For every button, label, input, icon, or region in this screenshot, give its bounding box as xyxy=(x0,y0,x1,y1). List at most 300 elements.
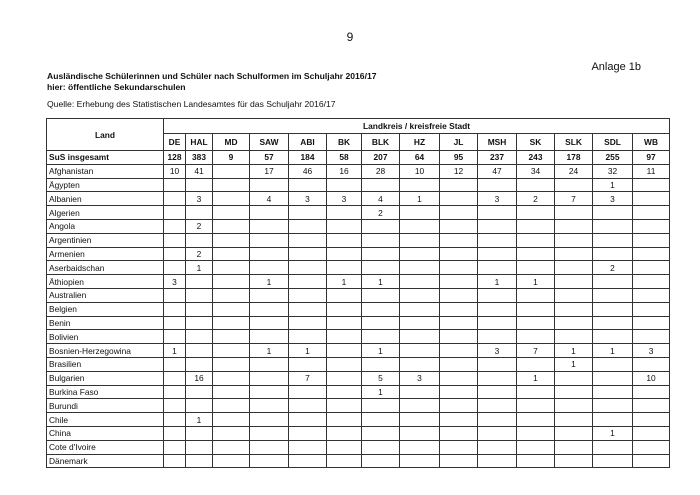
value-cell: 2 xyxy=(186,247,213,261)
value-cell: 4 xyxy=(250,192,289,206)
value-cell xyxy=(289,399,327,413)
value-cell xyxy=(633,275,670,289)
value-cell xyxy=(164,371,186,385)
value-cell xyxy=(250,385,289,399)
value-cell xyxy=(289,206,327,220)
value-cell xyxy=(186,344,213,358)
value-cell: 7 xyxy=(289,371,327,385)
value-cell xyxy=(164,426,186,440)
value-cell xyxy=(478,330,517,344)
country-cell: Bulgarien xyxy=(47,371,164,385)
value-cell xyxy=(186,233,213,247)
value-cell: 3 xyxy=(593,192,633,206)
value-cell xyxy=(633,302,670,316)
value-cell: 41 xyxy=(186,164,213,178)
value-cell xyxy=(440,344,478,358)
value-cell xyxy=(164,399,186,413)
value-cell xyxy=(633,261,670,275)
value-cell xyxy=(555,413,593,427)
value-cell xyxy=(250,357,289,371)
district-header-bk: BK xyxy=(327,134,362,151)
value-cell xyxy=(555,288,593,302)
value-cell xyxy=(478,206,517,220)
value-cell: 11 xyxy=(633,164,670,178)
value-cell xyxy=(213,261,250,275)
page-number: 9 xyxy=(346,30,354,44)
value-cell xyxy=(186,206,213,220)
value-cell xyxy=(440,302,478,316)
value-cell xyxy=(186,454,213,468)
value-cell xyxy=(164,261,186,275)
table-row xyxy=(47,316,670,330)
value-cell xyxy=(440,288,478,302)
value-cell xyxy=(213,219,250,233)
source-note: Quelle: Erhebung des Statistischen Landesamtes für das Schuljahr 2016/17 xyxy=(47,99,336,109)
value-cell xyxy=(213,413,250,427)
value-cell: 1 xyxy=(289,344,327,358)
value-cell xyxy=(633,357,670,371)
value-cell: 1 xyxy=(250,344,289,358)
value-cell xyxy=(478,413,517,427)
value-cell xyxy=(478,302,517,316)
value-cell: 10 xyxy=(400,164,440,178)
value-cell xyxy=(164,206,186,220)
district-header-de: DE xyxy=(164,134,186,151)
value-cell xyxy=(250,219,289,233)
value-cell xyxy=(593,413,633,427)
value-cell xyxy=(213,330,250,344)
value-cell xyxy=(517,206,555,220)
value-cell xyxy=(327,440,362,454)
value-cell xyxy=(593,440,633,454)
country-cell: Aserbaidschan xyxy=(47,261,164,275)
value-cell xyxy=(164,247,186,261)
table-row xyxy=(47,426,670,440)
value-cell xyxy=(213,344,250,358)
value-cell xyxy=(250,330,289,344)
value-cell xyxy=(440,206,478,220)
value-cell xyxy=(400,344,440,358)
value-cell xyxy=(186,399,213,413)
value-cell xyxy=(593,233,633,247)
value-cell xyxy=(213,247,250,261)
district-header-md: MD xyxy=(213,134,250,151)
value-cell xyxy=(327,357,362,371)
total-cell: 207 xyxy=(362,151,400,165)
value-cell xyxy=(289,330,327,344)
value-cell xyxy=(478,454,517,468)
value-cell xyxy=(362,426,400,440)
value-cell xyxy=(289,440,327,454)
value-cell xyxy=(362,178,400,192)
value-cell xyxy=(327,206,362,220)
value-cell: 32 xyxy=(593,164,633,178)
value-cell xyxy=(327,247,362,261)
value-cell xyxy=(440,371,478,385)
value-cell xyxy=(478,399,517,413)
value-cell xyxy=(289,247,327,261)
value-cell xyxy=(400,385,440,399)
country-cell: Albanien xyxy=(47,192,164,206)
value-cell: 2 xyxy=(362,206,400,220)
value-cell xyxy=(327,426,362,440)
annex-label: Anlage 1b xyxy=(591,61,641,73)
value-cell xyxy=(440,385,478,399)
value-cell: 10 xyxy=(164,164,186,178)
country-cell: Armenien xyxy=(47,247,164,261)
value-cell xyxy=(289,454,327,468)
country-cell: Algerien xyxy=(47,206,164,220)
value-cell xyxy=(400,454,440,468)
value-cell xyxy=(327,178,362,192)
value-cell: 1 xyxy=(593,178,633,192)
country-cell: Dänemark xyxy=(47,454,164,468)
value-cell xyxy=(400,233,440,247)
value-cell xyxy=(289,426,327,440)
value-cell xyxy=(250,316,289,330)
value-cell xyxy=(327,344,362,358)
value-cell xyxy=(362,399,400,413)
value-cell xyxy=(186,302,213,316)
table-row xyxy=(47,275,670,289)
value-cell xyxy=(440,413,478,427)
value-cell xyxy=(289,233,327,247)
value-cell xyxy=(555,233,593,247)
value-cell xyxy=(250,288,289,302)
value-cell xyxy=(478,178,517,192)
total-cell: 383 xyxy=(186,151,213,165)
table-row xyxy=(47,178,670,192)
value-cell xyxy=(362,219,400,233)
value-cell: 1 xyxy=(593,344,633,358)
value-cell xyxy=(440,454,478,468)
total-cell: 255 xyxy=(593,151,633,165)
value-cell: 5 xyxy=(362,371,400,385)
value-cell xyxy=(400,206,440,220)
value-cell: 16 xyxy=(186,371,213,385)
value-cell: 28 xyxy=(362,164,400,178)
value-cell xyxy=(327,330,362,344)
value-cell xyxy=(633,399,670,413)
foreign-students-table xyxy=(46,118,670,468)
district-header-jl: JL xyxy=(440,134,478,151)
value-cell xyxy=(555,426,593,440)
value-cell xyxy=(517,330,555,344)
value-cell xyxy=(633,385,670,399)
title-line-1: Ausländische Schülerinnen und Schüler nach Schulformen im Schuljahr 2016/17 xyxy=(47,71,377,81)
value-cell xyxy=(289,288,327,302)
value-cell xyxy=(633,192,670,206)
district-header-blk: BLK xyxy=(362,134,400,151)
value-cell xyxy=(517,385,555,399)
value-cell xyxy=(517,357,555,371)
table-row xyxy=(47,233,670,247)
value-cell xyxy=(250,399,289,413)
value-cell xyxy=(400,357,440,371)
value-cell: 1 xyxy=(164,344,186,358)
value-cell xyxy=(289,178,327,192)
table-row xyxy=(47,192,670,206)
value-cell: 46 xyxy=(289,164,327,178)
value-cell xyxy=(250,233,289,247)
country-cell: Bolivien xyxy=(47,330,164,344)
value-cell: 1 xyxy=(250,275,289,289)
value-cell: 1 xyxy=(186,261,213,275)
country-cell: Argentinien xyxy=(47,233,164,247)
table-row xyxy=(47,385,670,399)
value-cell xyxy=(186,385,213,399)
value-cell: 16 xyxy=(327,164,362,178)
value-cell xyxy=(555,316,593,330)
value-cell xyxy=(327,219,362,233)
value-cell xyxy=(633,330,670,344)
value-cell xyxy=(517,219,555,233)
total-cell: 184 xyxy=(289,151,327,165)
value-cell xyxy=(555,371,593,385)
value-cell xyxy=(593,288,633,302)
value-cell: 3 xyxy=(633,344,670,358)
value-cell xyxy=(289,261,327,275)
value-cell xyxy=(633,440,670,454)
value-cell xyxy=(327,302,362,316)
value-cell xyxy=(164,288,186,302)
value-cell: 3 xyxy=(186,192,213,206)
value-cell xyxy=(250,413,289,427)
value-cell xyxy=(250,206,289,220)
value-cell xyxy=(478,233,517,247)
value-cell xyxy=(478,426,517,440)
table-row xyxy=(47,219,670,233)
value-cell: 10 xyxy=(633,371,670,385)
value-cell xyxy=(400,426,440,440)
value-cell xyxy=(250,426,289,440)
value-cell xyxy=(400,440,440,454)
value-cell xyxy=(517,178,555,192)
value-cell xyxy=(213,454,250,468)
district-header-wb: WB xyxy=(633,134,670,151)
total-row xyxy=(47,151,670,165)
value-cell: 24 xyxy=(555,164,593,178)
total-cell: 237 xyxy=(478,151,517,165)
value-cell xyxy=(213,399,250,413)
value-cell xyxy=(400,178,440,192)
value-cell: 17 xyxy=(250,164,289,178)
value-cell xyxy=(478,261,517,275)
district-header-sdl: SDL xyxy=(593,134,633,151)
value-cell xyxy=(593,275,633,289)
country-cell: Burundi xyxy=(47,399,164,413)
value-cell xyxy=(555,247,593,261)
value-cell xyxy=(633,219,670,233)
country-cell: Angola xyxy=(47,219,164,233)
value-cell xyxy=(213,233,250,247)
district-header-abi: ABI xyxy=(289,134,327,151)
country-cell: Brasilien xyxy=(47,357,164,371)
value-cell xyxy=(400,302,440,316)
value-cell xyxy=(250,454,289,468)
value-cell xyxy=(327,385,362,399)
value-cell xyxy=(517,247,555,261)
value-cell xyxy=(213,288,250,302)
value-cell: 1 xyxy=(327,275,362,289)
total-cell: 128 xyxy=(164,151,186,165)
value-cell xyxy=(213,178,250,192)
value-cell xyxy=(289,316,327,330)
value-cell xyxy=(213,302,250,316)
value-cell xyxy=(555,261,593,275)
value-cell xyxy=(327,316,362,330)
value-cell xyxy=(633,247,670,261)
value-cell: 47 xyxy=(478,164,517,178)
value-cell xyxy=(555,178,593,192)
value-cell xyxy=(517,399,555,413)
value-cell xyxy=(440,426,478,440)
total-cell: 97 xyxy=(633,151,670,165)
value-cell xyxy=(213,206,250,220)
value-cell xyxy=(213,385,250,399)
value-cell xyxy=(593,454,633,468)
value-cell xyxy=(440,399,478,413)
table-row xyxy=(47,330,670,344)
value-cell: 1 xyxy=(517,275,555,289)
table-row xyxy=(47,206,670,220)
value-cell xyxy=(362,357,400,371)
country-cell: Afghanistan xyxy=(47,164,164,178)
district-header-sk: SK xyxy=(517,134,555,151)
value-cell xyxy=(164,385,186,399)
value-cell xyxy=(555,399,593,413)
table-row xyxy=(47,413,670,427)
value-cell xyxy=(517,426,555,440)
value-cell: 34 xyxy=(517,164,555,178)
country-cell: Ägypten xyxy=(47,178,164,192)
country-cell: Bosnien-Herzegowina xyxy=(47,344,164,358)
value-cell xyxy=(213,316,250,330)
title-line-2: hier: öffentliche Sekundarschulen xyxy=(47,82,186,92)
value-cell: 1 xyxy=(555,357,593,371)
total-cell: 64 xyxy=(400,151,440,165)
table-row xyxy=(47,288,670,302)
value-cell xyxy=(555,385,593,399)
value-cell xyxy=(327,399,362,413)
value-cell xyxy=(478,385,517,399)
total-cell: 9 xyxy=(213,151,250,165)
value-cell xyxy=(478,371,517,385)
value-cell xyxy=(400,261,440,275)
value-cell xyxy=(164,413,186,427)
value-cell xyxy=(633,233,670,247)
value-cell xyxy=(440,192,478,206)
value-cell xyxy=(213,440,250,454)
table-row xyxy=(47,454,670,468)
value-cell xyxy=(362,440,400,454)
value-cell xyxy=(250,247,289,261)
value-cell xyxy=(250,261,289,275)
value-cell xyxy=(555,302,593,316)
value-cell: 1 xyxy=(517,371,555,385)
value-cell xyxy=(400,219,440,233)
value-cell xyxy=(633,178,670,192)
value-cell xyxy=(517,288,555,302)
value-cell xyxy=(593,206,633,220)
value-cell xyxy=(400,399,440,413)
value-cell xyxy=(186,357,213,371)
district-header-slk: SLK xyxy=(555,134,593,151)
total-cell: 243 xyxy=(517,151,555,165)
district-header-saw: SAW xyxy=(250,134,289,151)
table-row xyxy=(47,247,670,261)
value-cell xyxy=(327,371,362,385)
value-cell xyxy=(593,371,633,385)
total-cell: 57 xyxy=(250,151,289,165)
country-cell: Cote d'Ivoire xyxy=(47,440,164,454)
value-cell: 1 xyxy=(593,426,633,440)
value-cell xyxy=(478,357,517,371)
value-cell xyxy=(517,413,555,427)
value-cell xyxy=(593,330,633,344)
value-cell xyxy=(478,316,517,330)
value-cell xyxy=(555,206,593,220)
value-cell: 2 xyxy=(186,219,213,233)
value-cell xyxy=(517,454,555,468)
value-cell xyxy=(555,454,593,468)
table-row xyxy=(47,357,670,371)
value-cell xyxy=(440,247,478,261)
country-cell: China xyxy=(47,426,164,440)
value-cell: 12 xyxy=(440,164,478,178)
value-cell: 1 xyxy=(555,344,593,358)
value-cell xyxy=(327,233,362,247)
value-cell: 3 xyxy=(478,192,517,206)
value-cell xyxy=(164,330,186,344)
value-cell: 3 xyxy=(400,371,440,385)
value-cell xyxy=(289,302,327,316)
value-cell xyxy=(164,316,186,330)
value-cell xyxy=(164,219,186,233)
value-cell: 2 xyxy=(517,192,555,206)
value-cell xyxy=(478,247,517,261)
country-cell: Benin xyxy=(47,316,164,330)
value-cell: 2 xyxy=(593,261,633,275)
total-cell: 95 xyxy=(440,151,478,165)
value-cell: 3 xyxy=(478,344,517,358)
table-row xyxy=(47,440,670,454)
value-cell: 7 xyxy=(555,192,593,206)
district-header-hal: HAL xyxy=(186,134,213,151)
value-cell xyxy=(289,385,327,399)
value-cell xyxy=(362,247,400,261)
value-cell xyxy=(362,302,400,316)
value-cell: 7 xyxy=(517,344,555,358)
value-cell xyxy=(289,275,327,289)
total-cell: 178 xyxy=(555,151,593,165)
value-cell xyxy=(289,219,327,233)
value-cell xyxy=(186,440,213,454)
value-cell: 3 xyxy=(327,192,362,206)
value-cell xyxy=(400,247,440,261)
value-cell xyxy=(555,440,593,454)
country-cell: Belgien xyxy=(47,302,164,316)
total-label: SuS insgesamt xyxy=(47,151,164,165)
value-cell xyxy=(633,413,670,427)
value-cell xyxy=(517,302,555,316)
value-cell xyxy=(633,426,670,440)
value-cell xyxy=(440,440,478,454)
value-cell xyxy=(186,288,213,302)
table-row xyxy=(47,302,670,316)
value-cell xyxy=(362,288,400,302)
value-cell xyxy=(186,330,213,344)
